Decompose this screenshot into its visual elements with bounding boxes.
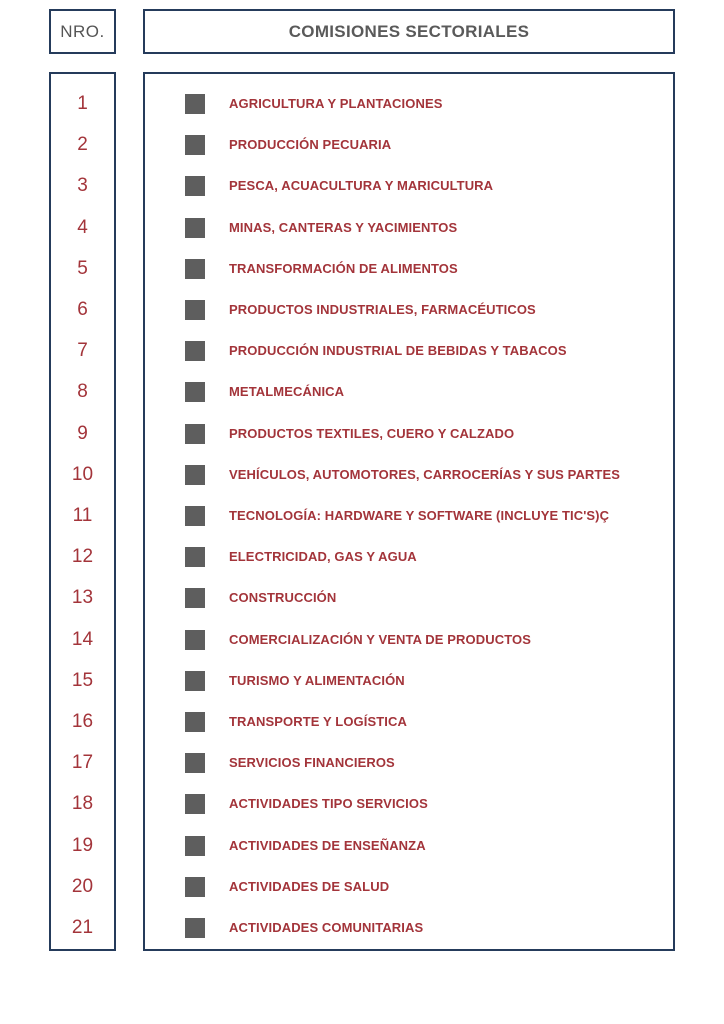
commission-number: 6 [77,299,88,320]
commission-number: 12 [71,546,94,567]
list-item [145,504,673,528]
commission-number: 7 [77,340,88,361]
list-item [145,875,673,899]
commission-number: 10 [71,464,94,485]
commission-name: PESCA, ACUACULTURA Y MARICULTURA [229,178,494,193]
list-item [145,751,673,775]
square-bullet-icon [185,877,205,897]
square-bullet-icon [185,547,205,567]
list-item [145,463,673,487]
commission-name: PRODUCTOS INDUSTRIALES, FARMACÉUTICOS [229,302,536,317]
commission-number: 19 [71,835,94,856]
list-item [145,710,673,734]
list-item [145,92,673,116]
square-bullet-icon [185,94,205,114]
commission-name: ACTIVIDADES DE SALUD [229,879,390,894]
commission-name: METALMECÁNICA [229,384,345,399]
square-bullet-icon [185,424,205,444]
commission-number: 9 [77,423,88,444]
commission-name: CONSTRUCCIÓN [229,590,337,605]
list-item [145,339,673,363]
commission-name: PRODUCTOS TEXTILES, CUERO Y CALZADO [229,426,515,441]
square-bullet-icon [185,588,205,608]
commission-number: 2 [77,134,88,155]
square-bullet-icon [185,630,205,650]
list-item [145,792,673,816]
commission-name: COMERCIALIZACIÓN Y VENTA DE PRODUCTOS [229,632,532,647]
list-item [145,133,673,157]
list-item [145,916,673,940]
number-column [49,72,116,951]
commission-name: MINAS, CANTERAS Y YACIMIENTOS [229,220,458,235]
square-bullet-icon [185,753,205,773]
list-item [145,174,673,198]
commission-number: 15 [71,670,94,691]
list-item [145,628,673,652]
square-bullet-icon [185,259,205,279]
commission-name: SERVICIOS FINANCIEROS [229,755,395,770]
commission-name: TECNOLOGÍA: HARDWARE Y SOFTWARE (INCLUYE TIC'S)Ç [229,508,610,523]
commission-number: 5 [77,258,88,279]
commission-name: VEHÍCULOS, AUTOMOTORES, CARROCERÍAS Y SUS PARTES [229,467,621,482]
number-column-header-label: NRO. [60,21,105,41]
list-item [145,257,673,281]
commission-number: 4 [77,217,88,238]
square-bullet-icon [185,465,205,485]
square-bullet-icon [185,382,205,402]
square-bullet-icon [185,176,205,196]
list-item [145,298,673,322]
page-title-box [143,9,675,54]
list-item [145,586,673,610]
commission-number: 20 [71,876,94,897]
square-bullet-icon [185,712,205,732]
list-item [145,834,673,858]
square-bullet-icon [185,218,205,238]
square-bullet-icon [185,341,205,361]
commission-number: 21 [71,917,94,938]
square-bullet-icon [185,135,205,155]
commission-name: AGRICULTURA Y PLANTACIONES [229,96,443,111]
commission-number: 8 [77,381,88,402]
commission-name: TRANSPORTE Y LOGÍSTICA [229,714,407,729]
commission-name: PRODUCCIÓN PECUARIA [229,137,392,152]
commission-number: 3 [77,175,88,196]
list-item [145,669,673,693]
commission-name: ELECTRICIDAD, GAS Y AGUA [229,549,417,564]
list-item [145,216,673,240]
list-item [145,380,673,404]
commission-number: 13 [71,587,94,608]
commission-name: ACTIVIDADES DE ENSEÑANZA [229,838,426,853]
page-title: COMISIONES SECTORIALES [288,21,530,41]
commission-number: 17 [71,752,94,773]
commission-name: ACTIVIDADES COMUNITARIAS [229,920,424,935]
commission-number: 18 [71,793,94,814]
commission-name: TRANSFORMACIÓN DE ALIMENTOS [229,261,458,276]
commission-number: 1 [77,93,88,114]
square-bullet-icon [185,506,205,526]
number-column-header [49,9,116,54]
list-item [145,422,673,446]
commission-number: 14 [71,629,94,650]
commission-name: ACTIVIDADES TIPO SERVICIOS [229,796,428,811]
commission-list [143,72,675,951]
commission-number: 11 [72,505,93,526]
commission-number: 16 [71,711,94,732]
square-bullet-icon [185,836,205,856]
commission-name: PRODUCCIÓN INDUSTRIAL DE BEBIDAS Y TABACOS [229,343,567,358]
square-bullet-icon [185,671,205,691]
commission-name: TURISMO Y ALIMENTACIÓN [229,673,405,688]
square-bullet-icon [185,794,205,814]
list-item [145,545,673,569]
square-bullet-icon [185,918,205,938]
square-bullet-icon [185,300,205,320]
